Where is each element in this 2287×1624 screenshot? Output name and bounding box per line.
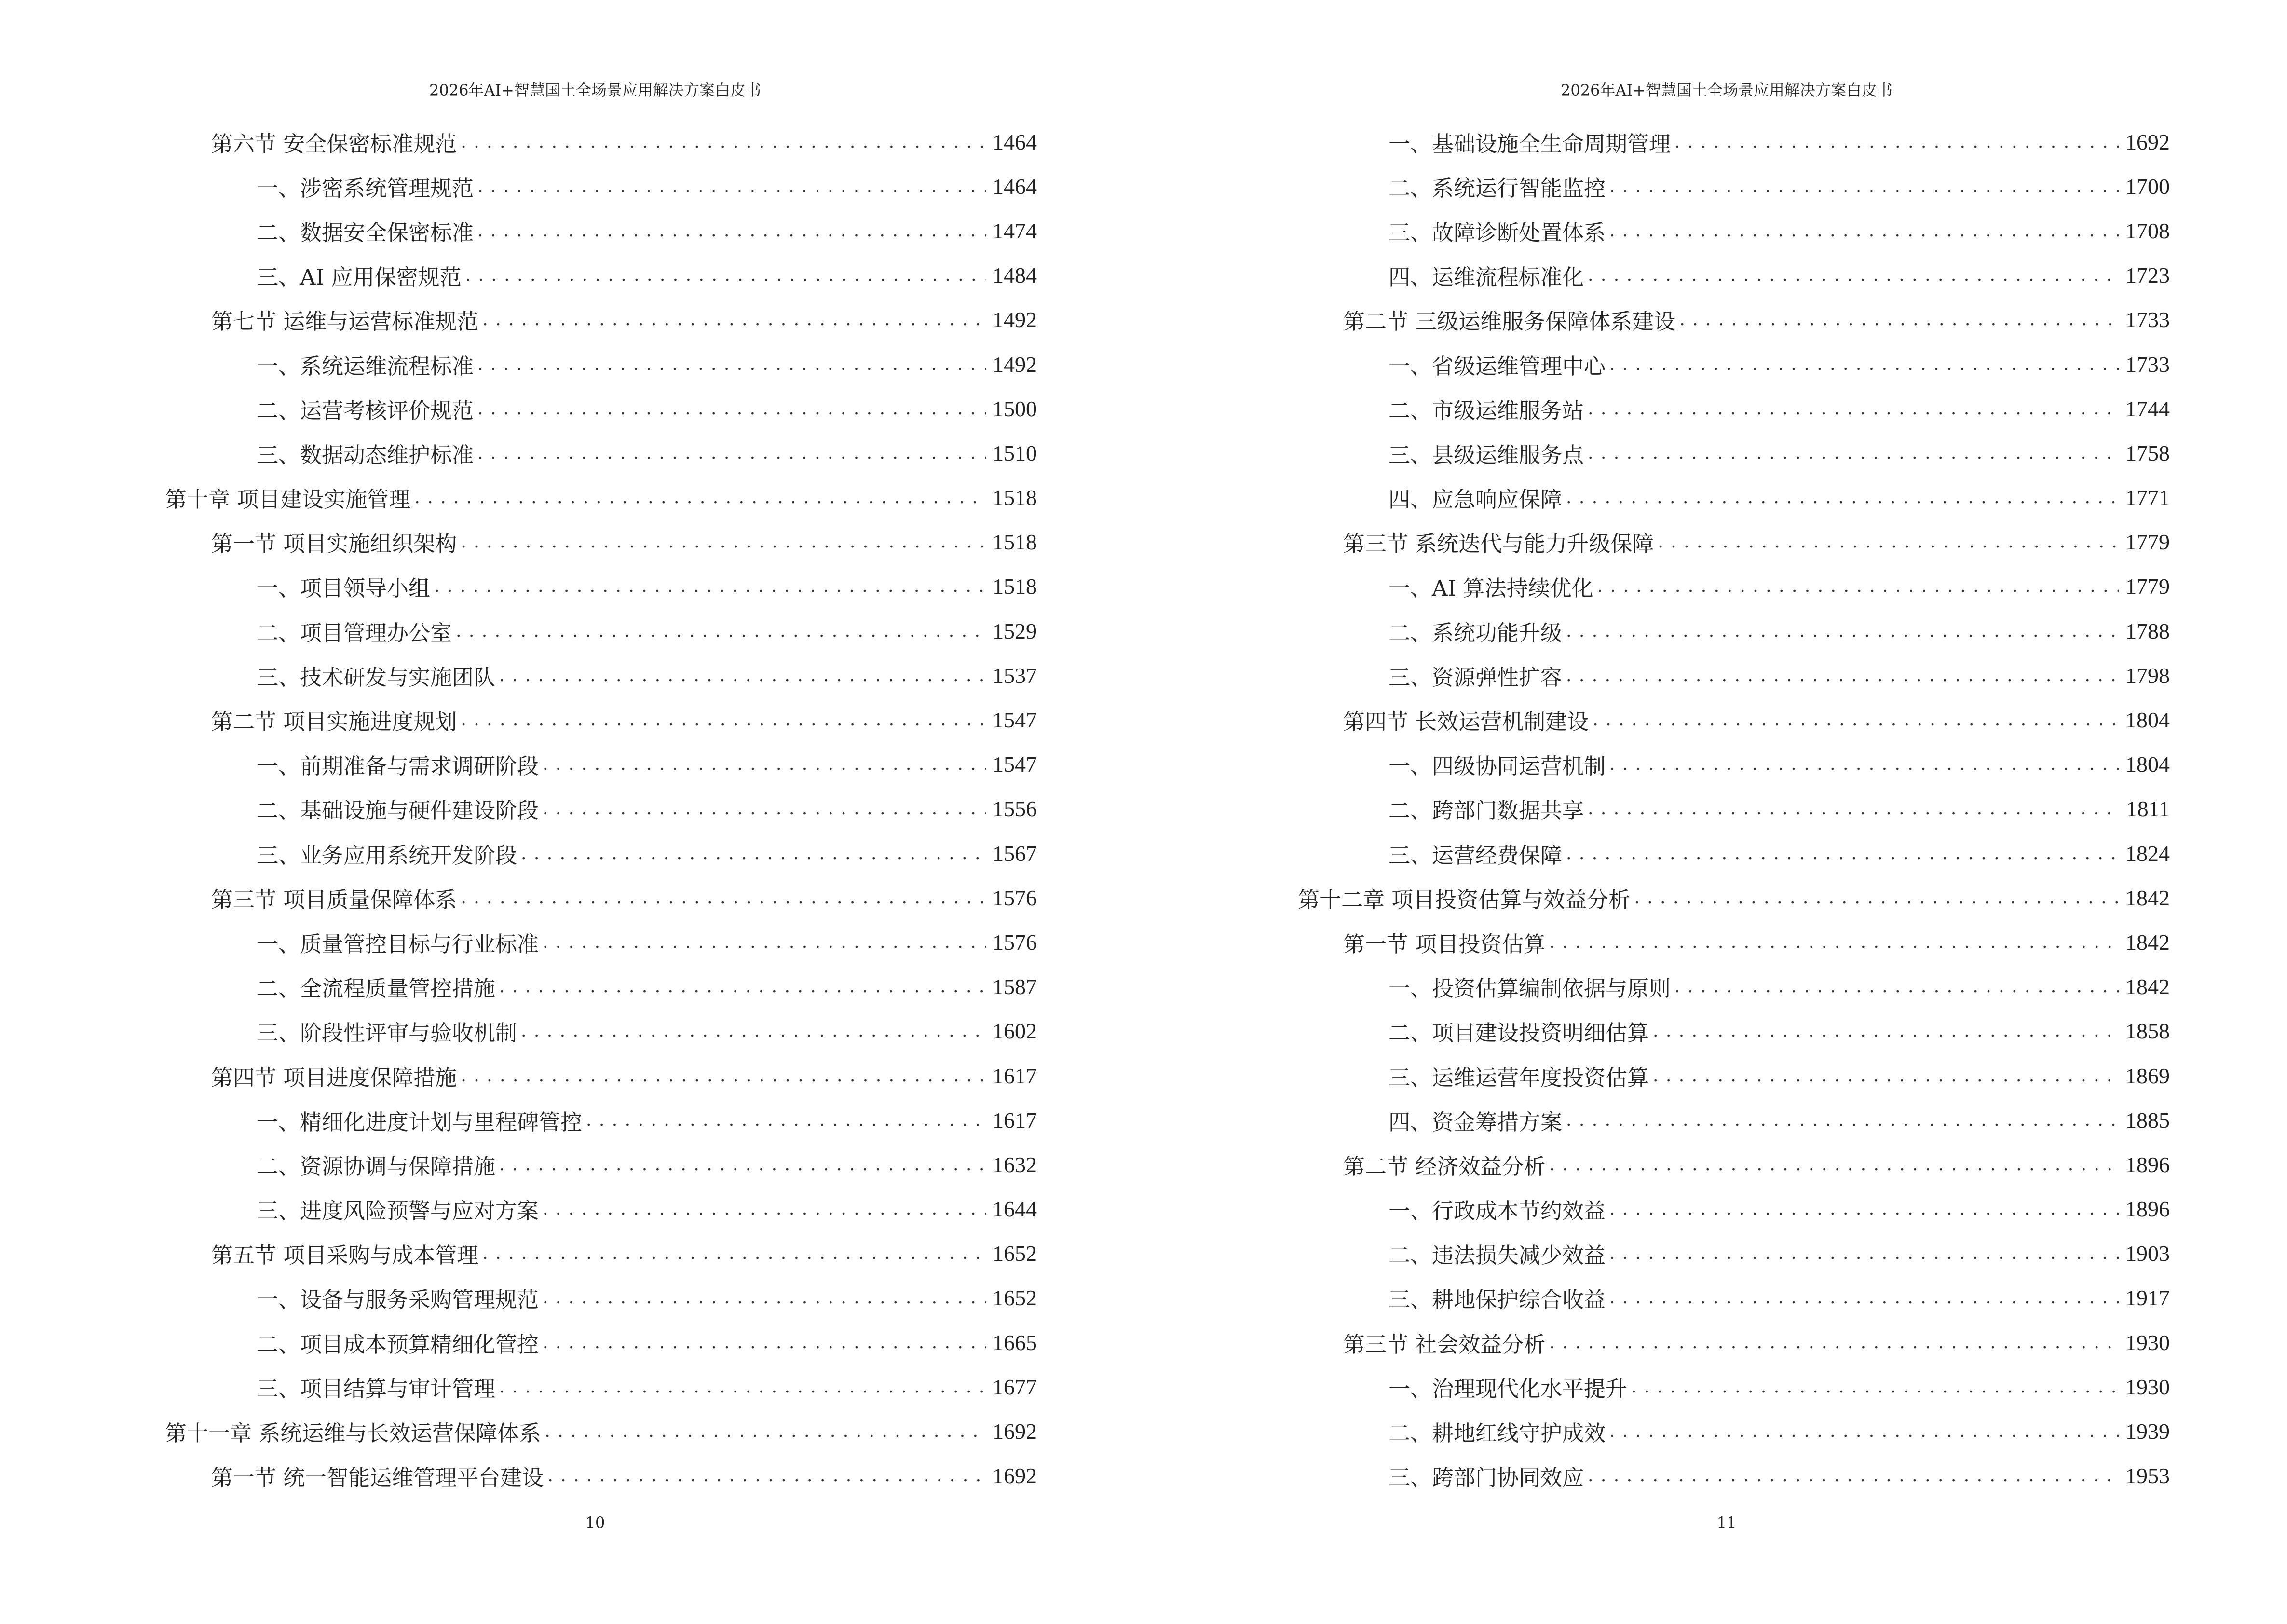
toc-entry-title: 第四节 长效运营机制建设 — [1343, 709, 1589, 735]
toc-entry-page: 1824 — [2125, 841, 2170, 866]
toc-entry-page: 1798 — [2125, 663, 2170, 688]
toc-entry-page: 1617 — [993, 1107, 1037, 1133]
toc-entry-page: 1700 — [2125, 174, 2170, 199]
toc-entry[interactable] — [211, 520, 1037, 564]
toc-entry-page: 1652 — [993, 1241, 1037, 1266]
toc-list — [0, 120, 1037, 1498]
toc-entry[interactable] — [1389, 476, 2170, 520]
toc-entry[interactable] — [1298, 875, 2170, 920]
toc-entry[interactable] — [1389, 164, 2170, 208]
toc-entry-page: 1917 — [2125, 1285, 2170, 1310]
toc-entry-title: 一、行政成本节约效益 — [1389, 1198, 1606, 1224]
toc-entry-title: 一、系统运维流程标准 — [257, 353, 474, 379]
toc-entry-title: 第二节 经济效益分析 — [1343, 1153, 1546, 1179]
toc-entry-page: 1547 — [993, 708, 1037, 733]
toc-entry-title: 第十二章 项目投资估算与效益分析 — [1298, 887, 1631, 913]
toc-entry[interactable] — [1389, 609, 2170, 653]
toc-list — [1144, 120, 2170, 1498]
toc-entry[interactable] — [211, 1231, 1037, 1276]
toc-entry-title: 一、基础设施全生命周期管理 — [1389, 131, 1671, 157]
toc-entry[interactable] — [1389, 1454, 2170, 1498]
dot-leader — [499, 1377, 986, 1397]
toc-entry-page: 1692 — [993, 1463, 1037, 1488]
toc-entry-title: 第五节 项目采购与成本管理 — [211, 1242, 479, 1269]
toc-entry[interactable] — [257, 1276, 1037, 1320]
dot-leader — [1588, 443, 2119, 463]
toc-entry-page: 1930 — [2125, 1330, 2170, 1355]
toc-entry-title: 第三节 系统迭代与能力升级保障 — [1343, 531, 1654, 557]
toc-entry-page: 1869 — [2125, 1063, 2170, 1088]
toc-entry-title: 二、资源协调与保障措施 — [257, 1153, 496, 1179]
toc-entry[interactable] — [1389, 386, 2170, 431]
toc-entry-page: 1708 — [2125, 218, 2170, 243]
toc-entry-page: 1896 — [2125, 1197, 2170, 1222]
dot-leader — [1609, 1243, 2119, 1263]
toc-entry-title: 三、运营经费保障 — [1389, 842, 1563, 868]
dot-leader — [499, 666, 986, 685]
toc-entry-title: 一、前期准备与需求调研阶段 — [257, 753, 539, 779]
dot-leader — [465, 265, 986, 285]
toc-entry[interactable] — [1343, 298, 2170, 342]
dot-leader — [1609, 355, 2119, 374]
toc-entry-page: 1518 — [993, 574, 1037, 599]
toc-entry[interactable] — [1389, 1276, 2170, 1320]
dot-leader — [1549, 1333, 2119, 1352]
toc-entry-page: 1587 — [993, 974, 1037, 999]
toc-entry-page: 1939 — [2125, 1419, 2170, 1444]
toc-entry[interactable] — [257, 787, 1037, 831]
toc-entry-title: 一、质量管控目标与行业标准 — [257, 931, 539, 957]
toc-entry[interactable] — [1389, 120, 2170, 164]
dot-leader — [1566, 1110, 2119, 1130]
dot-leader — [1609, 177, 2119, 196]
dot-leader — [1658, 532, 2119, 552]
toc-entry-page: 1500 — [993, 396, 1037, 421]
dot-leader — [499, 1155, 986, 1174]
dot-leader — [477, 399, 986, 419]
dot-leader — [461, 710, 986, 730]
toc-entry-title: 一、投资估算编制依据与原则 — [1389, 976, 1671, 1002]
toc-entry-title: 三、进度风险预警与应对方案 — [257, 1198, 539, 1224]
toc-entry-title: 第二节 项目实施进度规划 — [211, 709, 457, 735]
toc-entry-page: 1744 — [2125, 396, 2170, 421]
toc-entry-page: 1602 — [993, 1019, 1037, 1044]
toc-entry[interactable] — [257, 1098, 1037, 1142]
toc-entry-title: 第二节 三级运维服务保障体系建设 — [1343, 309, 1676, 335]
dot-leader — [521, 1021, 986, 1041]
toc-entry[interactable] — [257, 742, 1037, 787]
toc-entry-title: 第一节 项目投资估算 — [1343, 931, 1546, 957]
dot-leader — [521, 844, 986, 863]
toc-entry[interactable] — [1389, 1053, 2170, 1098]
toc-entry-title: 三、县级运维服务点 — [1389, 442, 1584, 468]
dot-leader — [543, 1333, 986, 1352]
toc-entry-page: 1858 — [2125, 1019, 2170, 1044]
dot-leader — [1549, 1155, 2119, 1174]
toc-entry-title: 一、治理现代化水平提升 — [1389, 1376, 1628, 1402]
dot-leader — [1609, 1421, 2119, 1441]
dot-leader — [477, 443, 986, 463]
dot-leader — [547, 1466, 986, 1486]
toc-entry-page: 1804 — [2125, 708, 2170, 733]
toc-entry-title: 二、系统功能升级 — [1389, 620, 1563, 646]
toc-entry-page: 1677 — [993, 1374, 1037, 1399]
dot-leader — [1653, 1066, 2119, 1086]
dot-leader — [461, 1066, 986, 1086]
toc-entry-title: 二、项目建设投资明细估算 — [1389, 1020, 1649, 1046]
toc-entry-title: 三、项目结算与审计管理 — [257, 1376, 496, 1402]
dot-leader — [1588, 799, 2120, 819]
toc-entry-title: 二、违法损失减少效益 — [1389, 1242, 1606, 1269]
dot-leader — [1566, 621, 2119, 641]
dot-leader — [1549, 932, 2119, 952]
toc-entry-title: 四、运维流程标准化 — [1389, 264, 1584, 290]
toc-entry-title: 二、系统运行智能监控 — [1389, 175, 1606, 201]
toc-entry-page: 1537 — [993, 663, 1037, 688]
toc-entry[interactable] — [1389, 564, 2170, 609]
dot-leader — [1593, 710, 2119, 730]
dot-leader — [1597, 576, 2119, 596]
toc-entry-page: 1492 — [993, 352, 1037, 377]
toc-entry[interactable] — [211, 875, 1037, 920]
dot-leader — [482, 1243, 986, 1263]
toc-entry[interactable] — [211, 1454, 1037, 1498]
dot-leader — [414, 488, 986, 507]
toc-entry[interactable] — [257, 1009, 1037, 1053]
toc-entry-page: 1811 — [2126, 796, 2170, 821]
toc-entry[interactable] — [257, 342, 1037, 386]
dot-leader — [1679, 310, 2119, 329]
toc-entry-page: 1953 — [2125, 1463, 2170, 1488]
toc-entry[interactable] — [1343, 1320, 2170, 1365]
dot-leader — [545, 1421, 986, 1441]
toc-entry[interactable] — [1389, 431, 2170, 475]
toc-entry-title: 二、项目成本预算精细化管控 — [257, 1331, 539, 1357]
toc-entry-page: 1842 — [2125, 929, 2170, 955]
toc-entry-title: 二、全流程质量管控措施 — [257, 976, 496, 1002]
toc-entry-title: 第三节 项目质量保障体系 — [211, 887, 457, 913]
dot-leader — [543, 799, 986, 819]
dot-leader — [1609, 1199, 2119, 1219]
toc-entry[interactable] — [165, 1409, 1037, 1453]
toc-entry[interactable] — [257, 1142, 1037, 1187]
toc-entry-title: 二、数据安全保密标准 — [257, 219, 474, 246]
toc-entry-title: 第四节 项目进度保障措施 — [211, 1064, 457, 1091]
toc-entry[interactable] — [1389, 208, 2170, 253]
toc-entry[interactable] — [257, 253, 1037, 298]
toc-entry[interactable] — [257, 208, 1037, 253]
dot-leader — [1588, 265, 2119, 285]
toc-entry[interactable] — [211, 298, 1037, 342]
toc-entry-title: 三、技术研发与实施团队 — [257, 664, 496, 690]
dot-leader — [1674, 132, 2119, 152]
toc-entry-page: 1632 — [993, 1152, 1037, 1177]
toc-entry-page: 1885 — [2125, 1107, 2170, 1133]
toc-entry-title: 二、项目管理办公室 — [257, 620, 452, 646]
toc-entry-title: 二、基础设施与硬件建设阶段 — [257, 798, 539, 824]
toc-page-right — [1144, 0, 2287, 1624]
toc-entry[interactable] — [1389, 1365, 2170, 1409]
toc-entry-page: 1464 — [993, 174, 1037, 199]
toc-entry-page: 1518 — [993, 530, 1037, 555]
toc-entry-title: 三、耕地保护综合收益 — [1389, 1287, 1606, 1313]
toc-entry-page: 1692 — [993, 1419, 1037, 1444]
dot-leader — [1566, 488, 2119, 507]
toc-entry-title: 一、精细化进度计划与里程碑管控 — [257, 1109, 583, 1135]
toc-entry-page: 1692 — [2125, 129, 2170, 154]
toc-entry[interactable] — [1343, 920, 2170, 964]
toc-entry[interactable] — [257, 831, 1037, 875]
page-number: 11 — [1716, 1514, 1737, 1532]
dot-leader — [1588, 1466, 2119, 1486]
toc-entry[interactable] — [1389, 253, 2170, 298]
toc-entry-title: 二、运营考核评价规范 — [257, 397, 474, 423]
toc-entry-title: 三、数据动态维护标准 — [257, 442, 474, 468]
toc-entry-page: 1518 — [993, 485, 1037, 510]
toc-entry-page: 1842 — [2125, 885, 2170, 910]
dot-leader — [499, 977, 986, 996]
toc-entry-page: 1665 — [993, 1330, 1037, 1355]
toc-entry[interactable] — [1389, 1187, 2170, 1231]
toc-entry-title: 三、业务应用系统开发阶段 — [257, 842, 517, 868]
toc-entry-page: 1567 — [993, 841, 1037, 866]
toc-entry-page: 1547 — [993, 752, 1037, 777]
toc-entry-page: 1492 — [993, 307, 1037, 332]
dot-leader — [461, 532, 986, 552]
toc-entry-page: 1510 — [993, 440, 1037, 465]
toc-entry[interactable] — [1389, 1409, 2170, 1453]
dot-leader — [482, 310, 986, 329]
toc-entry[interactable] — [1389, 1098, 2170, 1142]
toc-entry-title: 第三节 社会效益分析 — [1343, 1331, 1546, 1357]
toc-entry[interactable] — [1389, 787, 2170, 831]
toc-entry[interactable] — [257, 431, 1037, 475]
dot-leader — [1674, 977, 2119, 996]
toc-entry-title: 第一节 项目实施组织架构 — [211, 531, 457, 557]
toc-entry-title: 第六节 安全保密标准规范 — [211, 131, 457, 157]
toc-entry[interactable] — [257, 920, 1037, 964]
dot-leader — [1631, 1377, 2119, 1397]
toc-entry-page: 1652 — [993, 1285, 1037, 1310]
toc-entry-page: 1733 — [2125, 307, 2170, 332]
toc-entry-page: 1529 — [993, 618, 1037, 643]
toc-entry-title: 三、资源弹性扩容 — [1389, 664, 1563, 690]
toc-entry[interactable] — [165, 476, 1037, 520]
toc-entry-page: 1576 — [993, 885, 1037, 910]
toc-entry-page: 1804 — [2125, 752, 2170, 777]
toc-entry-page: 1788 — [2125, 618, 2170, 643]
toc-entry[interactable] — [257, 564, 1037, 609]
toc-entry[interactable] — [257, 164, 1037, 208]
toc-entry-title: 四、应急响应保障 — [1389, 487, 1563, 513]
toc-entry[interactable] — [1389, 653, 2170, 697]
toc-entry[interactable] — [1389, 1231, 2170, 1276]
toc-entry[interactable] — [257, 653, 1037, 697]
dot-leader — [543, 932, 986, 952]
dot-leader — [1609, 754, 2119, 774]
dot-leader — [456, 621, 986, 641]
toc-entry[interactable] — [1389, 1009, 2170, 1053]
page-number: 10 — [585, 1514, 605, 1532]
dot-leader — [461, 888, 986, 908]
dot-leader — [1609, 1288, 2119, 1308]
toc-entry-title: 第一节 统一智能运维管理平台建设 — [211, 1465, 544, 1491]
toc-entry[interactable] — [257, 1187, 1037, 1231]
toc-entry[interactable] — [211, 697, 1037, 742]
dot-leader — [461, 132, 986, 152]
toc-entry-page: 1576 — [993, 929, 1037, 955]
toc-entry-page: 1771 — [2125, 485, 2170, 510]
toc-entry[interactable] — [257, 609, 1037, 653]
dot-leader — [1653, 1021, 2119, 1041]
toc-entry-title: 一、省级运维管理中心 — [1389, 353, 1606, 379]
toc-entry-page: 1779 — [2125, 574, 2170, 599]
running-header: 2026年AI+智慧国土全场景应用解决方案白皮书 — [429, 81, 762, 99]
toc-entry[interactable] — [211, 1053, 1037, 1098]
toc-entry-title: 第十章 项目建设实施管理 — [165, 487, 411, 513]
dot-leader — [434, 576, 986, 596]
toc-entry-page: 1896 — [2125, 1152, 2170, 1177]
toc-entry-title: 第十一章 系统运维与长效运营保障体系 — [165, 1420, 541, 1447]
toc-entry-page: 1556 — [993, 796, 1037, 821]
toc-entry-title: 一、AI 算法持续优化 — [1389, 575, 1593, 601]
toc-entry-title: 三、AI 应用保密规范 — [257, 264, 462, 290]
dot-leader — [1566, 844, 2119, 863]
toc-entry-page: 1733 — [2125, 352, 2170, 377]
running-header: 2026年AI+智慧国土全场景应用解决方案白皮书 — [1560, 81, 1893, 99]
toc-entry-page: 1903 — [2125, 1241, 2170, 1266]
dot-leader — [1588, 399, 2119, 419]
dot-leader — [586, 1110, 986, 1130]
dot-leader — [1609, 221, 2119, 241]
toc-entry[interactable] — [257, 1320, 1037, 1365]
dot-leader — [477, 221, 986, 241]
toc-entry-page: 1484 — [993, 263, 1037, 288]
dot-leader — [543, 1288, 986, 1308]
toc-entry[interactable] — [1343, 520, 2170, 564]
toc-entry-title: 三、跨部门协同效应 — [1389, 1465, 1584, 1491]
toc-entry-page: 1474 — [993, 218, 1037, 243]
toc-entry-title: 二、耕地红线守护成效 — [1389, 1420, 1606, 1447]
dot-leader — [1566, 666, 2119, 685]
dot-leader — [477, 355, 986, 374]
toc-entry-title: 三、故障诊断处置体系 — [1389, 219, 1606, 246]
dot-leader — [543, 754, 986, 774]
toc-entry[interactable] — [1389, 742, 2170, 787]
toc-entry-title: 三、运维运营年度投资估算 — [1389, 1064, 1649, 1091]
toc-entry-page: 1644 — [993, 1197, 1037, 1222]
toc-entry-page: 1464 — [993, 129, 1037, 154]
toc-entry[interactable] — [1343, 1142, 2170, 1187]
toc-entry[interactable] — [1389, 342, 2170, 386]
toc-entry[interactable] — [1389, 831, 2170, 875]
toc-entry[interactable] — [257, 1365, 1037, 1409]
toc-entry[interactable] — [1389, 965, 2170, 1009]
toc-entry-title: 一、项目领导小组 — [257, 575, 431, 601]
toc-entry-title: 一、涉密系统管理规范 — [257, 175, 474, 201]
toc-entry-title: 三、阶段性评审与验收机制 — [257, 1020, 517, 1046]
toc-entry-page: 1842 — [2125, 974, 2170, 999]
toc-entry[interactable] — [1343, 697, 2170, 742]
toc-entry-page: 1779 — [2125, 530, 2170, 555]
dot-leader — [477, 177, 986, 196]
dot-leader — [543, 1199, 986, 1219]
toc-entry-page: 1758 — [2125, 440, 2170, 465]
toc-entry-title: 二、市级运维服务站 — [1389, 397, 1584, 423]
toc-entry-page: 1723 — [2125, 263, 2170, 288]
toc-entry[interactable] — [211, 120, 1037, 164]
toc-entry-title: 一、四级协同运营机制 — [1389, 753, 1606, 779]
toc-entry-title: 二、跨部门数据共享 — [1389, 798, 1584, 824]
toc-entry[interactable] — [257, 965, 1037, 1009]
toc-entry-page: 1930 — [2125, 1374, 2170, 1399]
toc-entry-page: 1617 — [993, 1063, 1037, 1088]
toc-entry[interactable] — [257, 386, 1037, 431]
toc-entry-title: 四、资金筹措方案 — [1389, 1109, 1563, 1135]
toc-entry-title: 第七节 运维与运营标准规范 — [211, 309, 479, 335]
toc-entry-title: 一、设备与服务采购管理规范 — [257, 1287, 539, 1313]
dot-leader — [1634, 888, 2119, 908]
